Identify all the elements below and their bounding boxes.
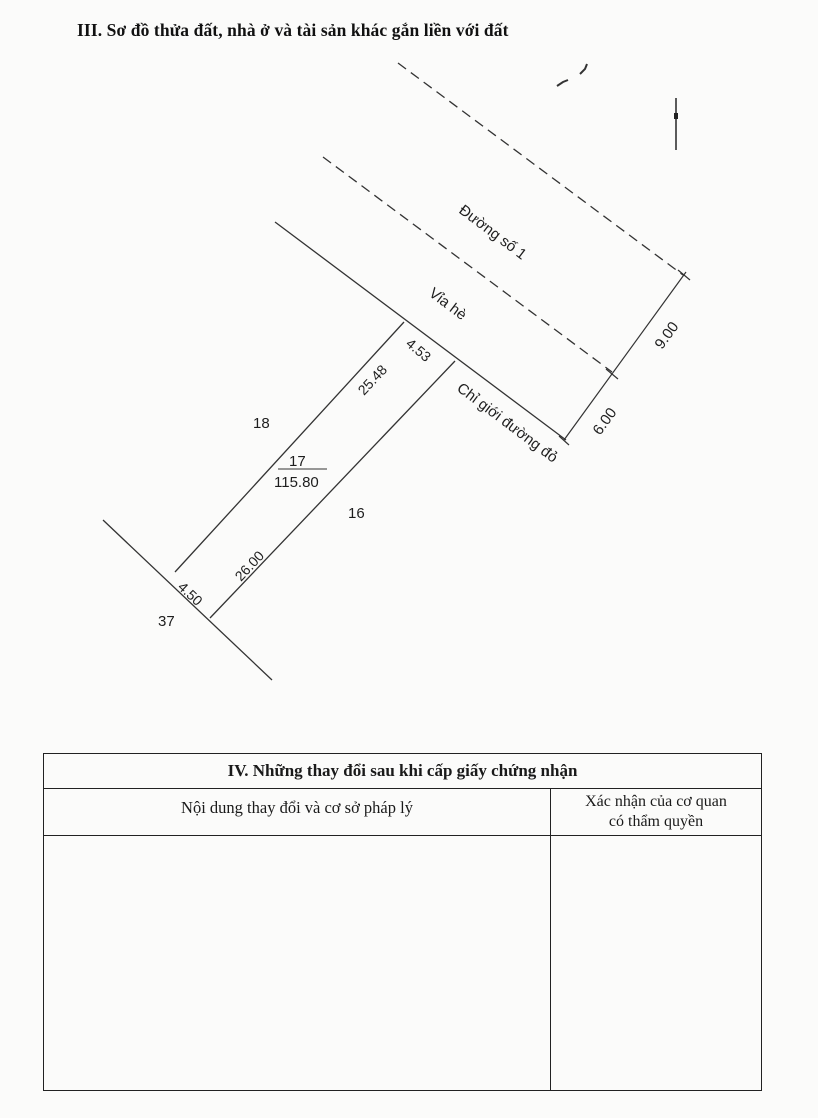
left-edge-dimension: 25.48 [354, 361, 391, 399]
table-body-row [44, 836, 761, 1090]
road-dimension-line [559, 270, 690, 445]
authority-confirmation-cell [551, 836, 761, 1090]
neighbor-parcel-16: 16 [348, 505, 365, 522]
column-header-change-content: Nội dung thay đổi và cơ sở pháp lý [44, 789, 551, 835]
neighbor-parcel-37: 37 [158, 613, 175, 630]
road-outer-boundary [398, 63, 683, 275]
section-3-title: III. Sơ đồ thửa đất, nhà ở và tài sản khác gắn liền với đất [77, 20, 509, 40]
parcel-17-boundary [175, 322, 455, 618]
change-content-cell [44, 836, 551, 1090]
red-line-label: Chỉ giới đường đỏ [453, 379, 561, 467]
section-4-title: IV. Những thay đổi sau khi cấp giấy chứng nhận [44, 754, 761, 789]
north-arrow-icon [674, 98, 678, 150]
parcel-area: 115.80 [274, 474, 319, 491]
back-edge-dimension: 4.50 [174, 578, 206, 609]
sidewalk-width-dimension: 6.00 [589, 404, 621, 439]
changes-table [43, 753, 762, 1091]
road-label: Đường số 1 [455, 201, 530, 264]
front-edge-dimension: 4.53 [403, 335, 435, 365]
table-header-row [44, 789, 761, 836]
column-header-line-1: Xác nhận của cơ quan [585, 793, 727, 810]
neighbor-parcel-18: 18 [253, 415, 270, 432]
parcel-number: 17 [289, 453, 306, 470]
column-header-authority-confirmation [551, 789, 761, 835]
sidewalk-label: Vỉa hè [425, 284, 470, 324]
scribble-mark [557, 64, 587, 86]
road-width-dimension: 9.00 [651, 318, 683, 353]
right-edge-dimension: 26.00 [231, 547, 268, 585]
column-header-line-2: có thẩm quyền [608, 813, 704, 830]
